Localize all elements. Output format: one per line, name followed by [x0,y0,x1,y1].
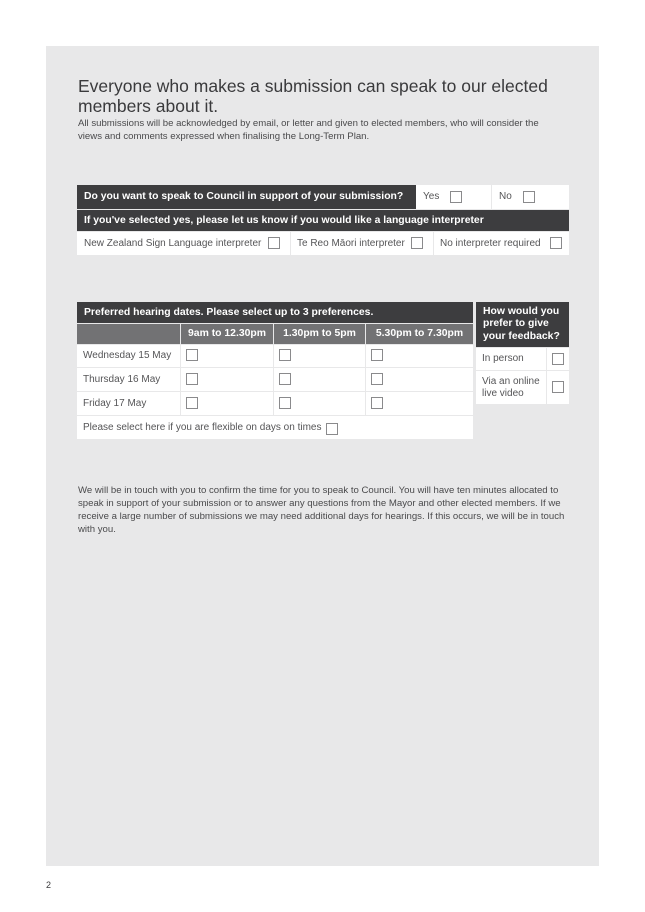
time-slot-header: 5.30pm to 7.30pm [366,324,473,344]
interpreter-none-checkbox[interactable] [550,237,562,249]
speak-yes-label: Yes [423,191,440,202]
page-heading: Everyone who makes a submission can speak to our elected members about it. [78,76,548,116]
time-slot-header: 9am to 12.30pm [181,324,273,344]
hearing-checkbox[interactable] [371,373,383,385]
interpreter-te-reo-checkbox[interactable] [411,237,423,249]
speak-no-checkbox[interactable] [523,191,535,203]
hearing-checkbox[interactable] [371,397,383,409]
hearing-date: Wednesday 15 May [77,345,180,367]
speak-no-label: No [499,191,512,202]
interpreter-nzsl-checkbox[interactable] [268,237,280,249]
interpreter-option-label: No interpreter required [440,237,541,249]
interpreter-option-none [434,232,569,255]
feedback-option: In person [476,348,546,370]
speak-yes-checkbox[interactable] [450,191,462,203]
interpreter-option-label: New Zealand Sign Language interpreter [84,237,262,249]
hearing-checkbox[interactable] [279,397,291,409]
flexible-label: Please select here if you are flexible on days on times [83,421,322,433]
hearing-date: Friday 17 May [77,392,180,415]
speak-question: Do you want to speak to Council in support of your submission? [77,185,416,209]
hearing-header-blank [77,324,180,344]
feedback-option: Via an online live video [476,371,546,404]
interpreter-option-label: Te Reo Māori interpreter [297,237,405,249]
feedback-online-video-checkbox[interactable] [552,381,564,393]
hearing-date: Thursday 16 May [77,368,180,391]
footer-text: We will be in touch with you to confirm the time for you to speak to Council. You will have ten minutes allocated to speak in support of your submission or to answer any questions from the Mayor and other elected members. If we receive a large number of submissions we may need additional days for hearings. If this occurs, we will be in touch with you. [78,485,565,535]
hearing-checkbox[interactable] [371,349,383,361]
hearing-checkbox[interactable] [279,373,291,385]
page-number: 2 [46,880,52,890]
hearing-checkbox[interactable] [279,349,291,361]
interpreter-option-nzsl [77,232,290,255]
hearing-title: Preferred hearing dates. Please select up to 3 preferences. [77,302,473,323]
flexible-checkbox[interactable] [326,423,338,435]
hearing-checkbox[interactable] [186,397,198,409]
interpreter-prompt: If you've selected yes, please let us know if you would like a language interpreter [77,210,569,231]
content-panel [46,46,599,866]
hearing-checkbox[interactable] [186,349,198,361]
feedback-in-person-checkbox[interactable] [552,353,564,365]
feedback-title: How would you prefer to give your feedback? [476,302,569,347]
time-slot-header: 1.30pm to 5pm [274,324,365,344]
hearing-checkbox[interactable] [186,373,198,385]
intro-text: All submissions will be acknowledged by email, or letter and given to elected members, who will consider the views and comments expressed when finalising the Long-Term Plan. [78,118,539,142]
flexible-row [77,416,473,439]
